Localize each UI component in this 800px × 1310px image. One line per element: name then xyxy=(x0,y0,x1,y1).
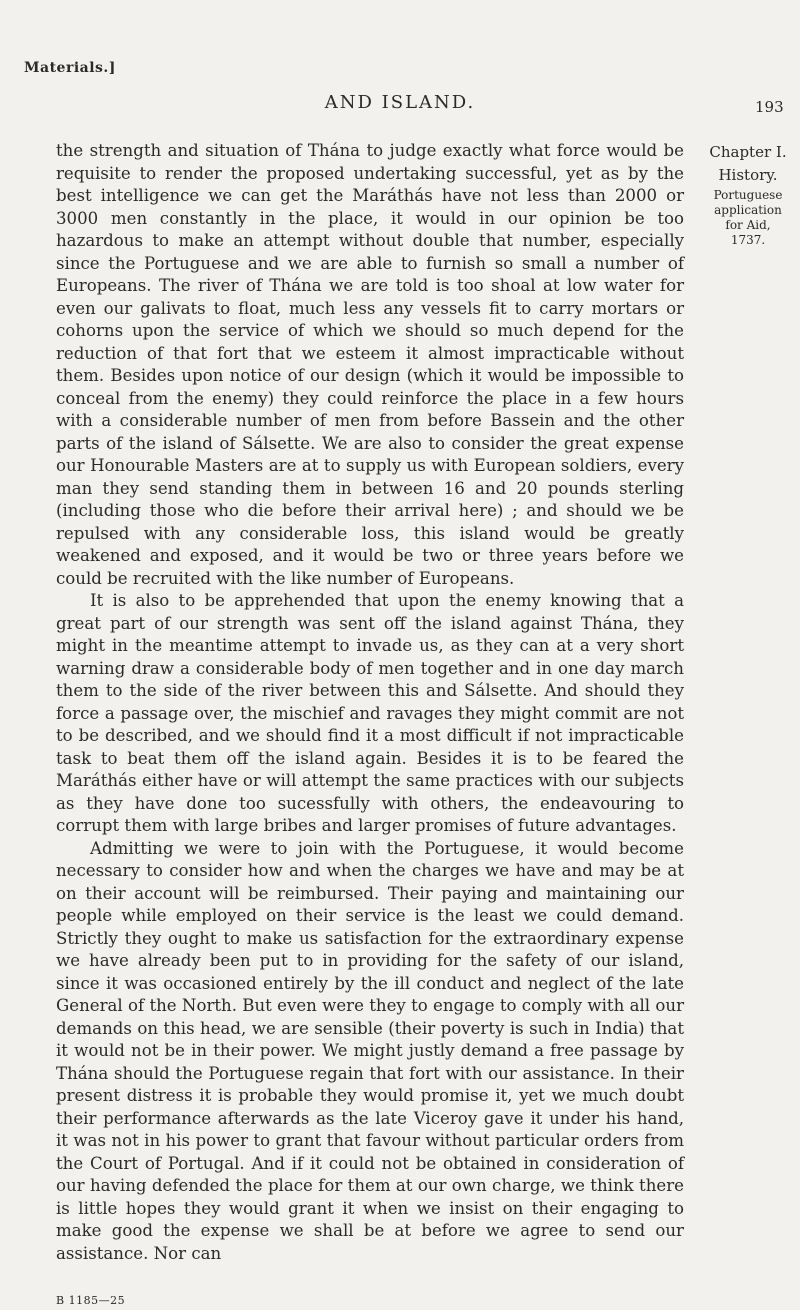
paragraph-2: It is also to be apprehended that upon the enemy knowing that a great part of our strength was sent off the island against Thána, they might in the meantime attempt to invade us, as they can at a very short warning draw a considerable body of men together and in one day march them to the side of the river between this and Sálsette. And should they force a passage over, the mischief and ravages they might commit are not to be described, and we should find it a most difficult if not impracticable task to beat them off the island again. Besides it is to be feared the Maráthás either have or will attempt the same practices with our subjects as they have done too sucessfully with others, the endeavouring to corrupt them with large bribes and larger promises of future advantages. xyxy=(56,591,684,835)
paragraph-1: the strength and situation of Thána to judge exactly what force would be requisite to render the proposed undertaking successful, yet as by the best intelligence we can get the Maráthás have not less than 2000 or 3000 men constantly in the place, it would in our opinion be too hazardous to make an attempt without double that number, especially since the Portuguese and we are able to furnish so small a number of Europeans. The river of Thána we are told is too shoal at low water for even our galivats to float, much less any vessels fit to carry mortars or cohorns upon the service of which we should so much depend for the reduction of that fort that we esteem it almost impracticable without them. Besides upon notice of our design (which it would be impossible to conceal from the enemy) they could reinforce the place in a few hours with a considerable number of men from before Bassein and the other parts of the island of Sálsette. We are also to consider the great expense our Honourable Masters are at to supply us with European soldiers, every man they send standing them in between 16 and 20 pounds sterling (including those who die before their arrival here) ; and should we be repulsed with any considerable loss, this island would be greatly weakened and exposed, and it would be two or three years before we could be recruited with the like number of Europeans. xyxy=(56,141,684,588)
printer-signature: B 1185—25 xyxy=(56,1294,126,1307)
margin-note-line: for Aid, xyxy=(725,218,771,232)
section-label: Materials.] xyxy=(24,60,116,76)
margin-note xyxy=(700,142,796,248)
paragraph-3: Admitting we were to join with the Portuguese, it would become necessary to consider how and when the charges we have and may be at on their account will be reimbursed. Their paying and maintaining our people while employed on their service is the least we could demand. Strictly they ought to make us satisfaction for the extraordinary expense we have already been put to in providing for the safety of our island, since it was occasioned entirely by the ill conduct and neglect of the late General of the North. But even were they to engage to comply with all our demands on this head, we are sensible (their poverty is such in India) that it would not be in their power. We might justly demand a free passage by Thána should the Portuguese regain that fort with our assistance. In their present distress it is probable they would promise it, yet we much doubt their performance afterwards as the late Viceroy gave it under his hand, it was not in his power to grant that favour without particular orders from the Court of Portugal. And if it could not be obtained in consideration of our having defended the place for them at our own charge, we think there is little hopes they would grant it when we insist on their engaging to make good the expense we shall be at before we agree to send our assistance. Nor can xyxy=(56,838,684,1263)
body-text xyxy=(56,140,684,1265)
margin-note-line: Portuguese xyxy=(713,188,783,202)
margin-note-line: application xyxy=(714,203,782,217)
margin-note-line: 1737. xyxy=(730,233,766,247)
running-title: AND ISLAND. xyxy=(324,92,476,113)
margin-note-history: History. xyxy=(718,166,778,184)
page-number: 193 xyxy=(755,98,784,116)
margin-note-chapter: Chapter I. xyxy=(709,143,787,161)
